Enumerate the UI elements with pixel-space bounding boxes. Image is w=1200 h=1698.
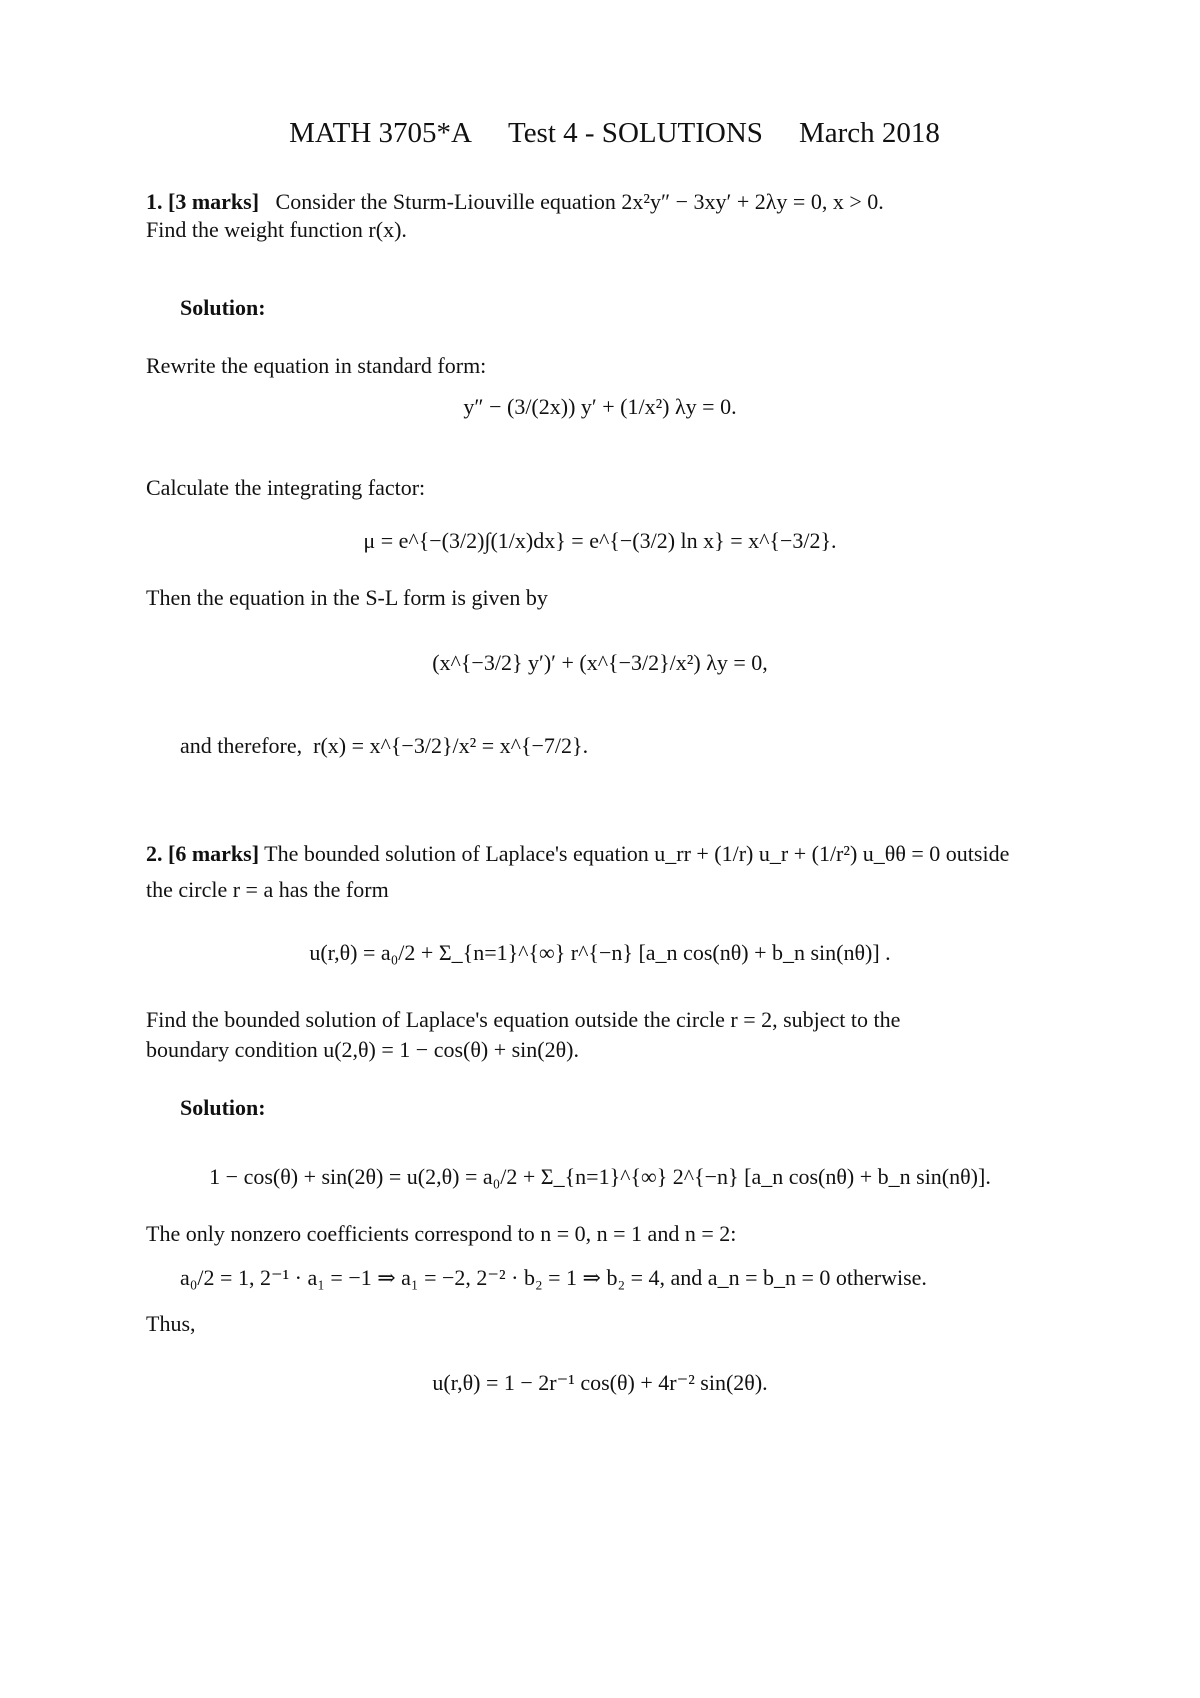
q1-prompt-line2: Find the weight function r(x). — [146, 217, 407, 242]
q1-conclusion — [180, 732, 588, 760]
q1-marks: [3 marks] — [168, 189, 260, 214]
q2-prompt-line4: boundary condition u(2,θ) = 1 − cos(θ) + sin(2θ). — [146, 1037, 579, 1062]
q1-step2: Calculate the integrating factor: — [146, 475, 426, 500]
q2-prompt — [146, 840, 1009, 868]
q2-step1: The only nonzero coefficients correspond to n = 0, n = 1 and n = 2: — [146, 1221, 737, 1246]
test-name: Test 4 - SOLUTIONS — [508, 117, 763, 149]
q2-solution-label: Solution: — [180, 1095, 266, 1120]
q2-marks: [6 marks] — [168, 841, 260, 866]
q1-solution-label: Solution: — [180, 295, 266, 320]
q2-eq4: u(r,θ) = 1 − 2r⁻¹ cos(θ) + 4r⁻² sin(2θ). — [432, 1370, 768, 1395]
document-title — [0, 84, 1200, 183]
q2-eq3: a₀/2 = 1, 2⁻¹ · a₁ = −1 ⇒ a₁ = −2, 2⁻² · b₂ = 1 ⇒ b₂ = 4, and a_n = b_n = 0 otherwise. — [180, 1265, 927, 1290]
q2-number: 2. — [146, 841, 163, 866]
q2-thus: Thus, — [146, 1311, 196, 1336]
q1-step1: Rewrite the equation in standard form: — [146, 353, 487, 378]
test-date: March 2018 — [798, 117, 940, 149]
q1-eq2: μ = e^{−(3/2)∫(1/x)dx} = e^{−(3/2) ln x} = x^{−3/2}. — [363, 528, 837, 553]
q1-eq3: (x^{−3/2} y′)′ + (x^{−3/2}/x²) λy = 0, — [432, 650, 768, 675]
q2-prompt-line1: The bounded solution of Laplace's equation u_rr + (1/r) u_r + (1/r²) u_θθ = 0 outside — [264, 841, 1010, 866]
q2-prompt-line2: the circle r = a has the form — [146, 877, 389, 902]
q1-conclusion-lead: and therefore, — [180, 733, 303, 758]
q2-eq1: u(r,θ) = a₀/2 + Σ_{n=1}^{∞} r^{−n} [a_n cos(nθ) + b_n sin(nθ)] . — [309, 940, 891, 965]
q2-eq2: 1 − cos(θ) + sin(2θ) = u(2,θ) = a₀/2 + Σ_{n=1}^{∞} 2^{−n} [a_n cos(nθ) + b_n sin(nθ)]. — [209, 1164, 991, 1189]
course-code: MATH 3705*A — [289, 117, 472, 149]
q1-prompt — [146, 188, 884, 216]
q1-number: 1. — [146, 189, 163, 214]
q1-prompt-line1: Consider the Sturm-Liouville equation 2x²y″ − 3xy′ + 2λy = 0, x > 0. — [275, 189, 884, 214]
q2-prompt-line3: Find the bounded solution of Laplace's equation outside the circle r = 2, subject to the — [146, 1007, 901, 1032]
q1-eq4: r(x) = x^{−3/2}/x² = x^{−7/2}. — [313, 733, 589, 758]
q1-eq1: y″ − (3/(2x)) y′ + (1/x²) λy = 0. — [463, 394, 737, 419]
q1-step3: Then the equation in the S-L form is given by — [146, 585, 548, 610]
